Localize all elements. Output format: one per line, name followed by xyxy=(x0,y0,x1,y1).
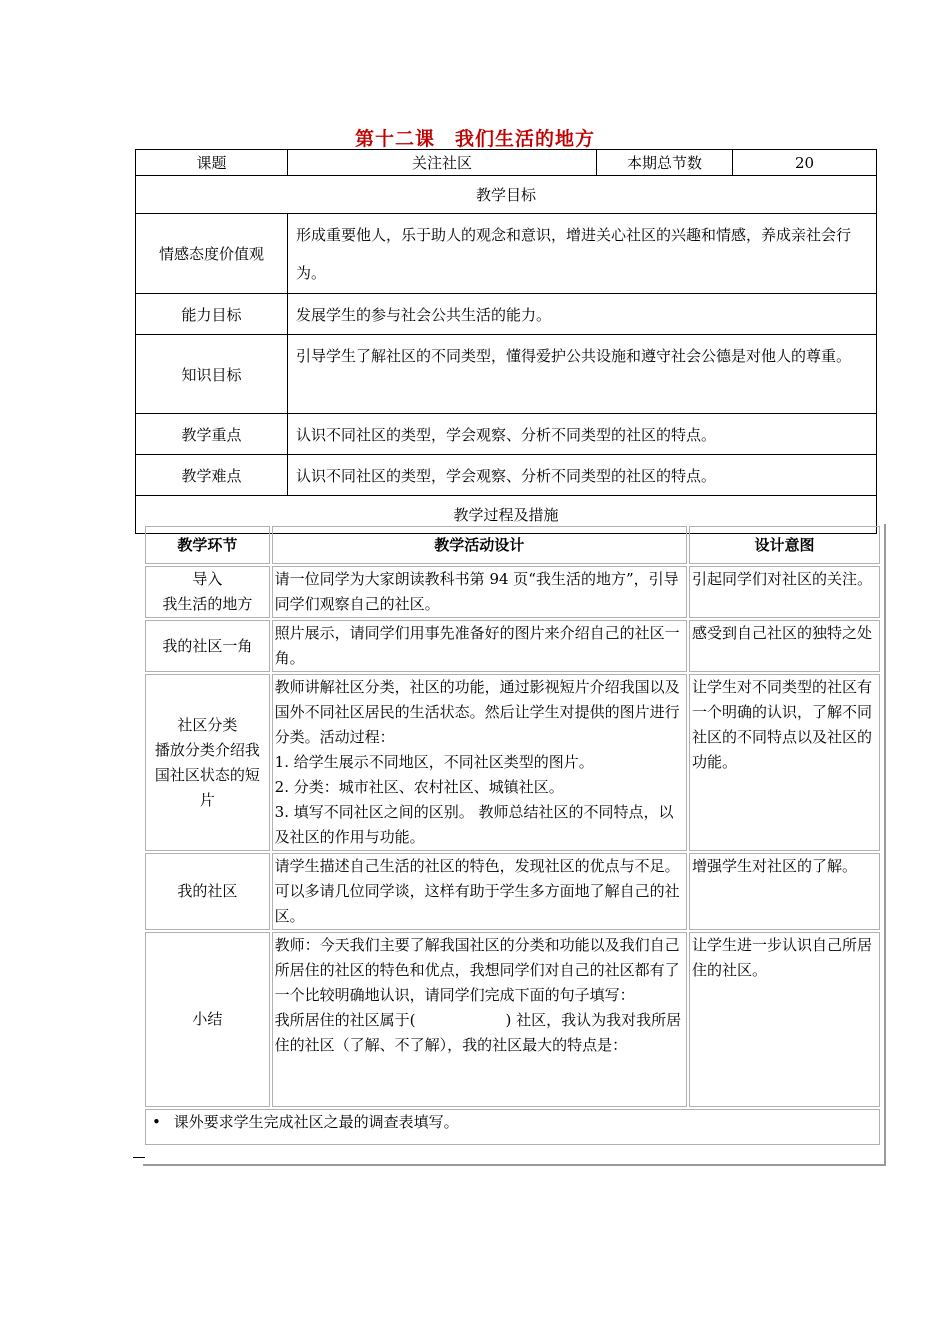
goal-text: 引导学生了解社区的不同类型，懂得爱护公共设施和遵守社会公德是对他人的尊重。 xyxy=(288,335,877,414)
stage-line: 社区分类 xyxy=(177,715,238,734)
goals-header: 教学目标 xyxy=(136,176,877,214)
intent-cell: 感受到自己社区的独特之处 xyxy=(689,620,880,672)
activity-cell xyxy=(272,566,687,618)
activity-line: 照片展示，请同学们用事先准备好的图片来介绍自己的社区一角。 xyxy=(274,624,680,667)
activity-line: 请一位同学为大家朗读教科书第 94 页“我生活的地方”，引导同学们观察自己的社区。 xyxy=(274,570,679,613)
activity-line: 教师：今天我们主要了解我国社区的分类和功能以及我们自己所居住的社区的特色和优点，我想同学们对自己的社区都有了一个比较明确地认识，请同学们完成下面的句子填写： xyxy=(274,936,680,1004)
stage-cell xyxy=(145,620,270,672)
activity-line: 我所居住的社区属于( ) 社区，我认为我对我所居住的社区（了解、不了解），我的社区最大的特点是： xyxy=(274,1011,682,1054)
stage-line: 我生活的地方 xyxy=(162,595,253,613)
topic-value: 关注社区 xyxy=(288,150,597,176)
process-table-frame xyxy=(143,524,886,1166)
activity-line: 教师讲解社区分类，社区的功能，通过影视短片介绍我国以及国外不同社区居民的生活状态。然后让学生对提供的图片进行分类。活动过程： xyxy=(274,678,680,746)
column-header: 教学环节 xyxy=(145,526,270,564)
goal-text: 发展学生的参与社会公共生活的能力。 xyxy=(288,294,877,335)
activity-cell xyxy=(272,853,687,930)
intent-cell: 让学生对不同类型的社区有一个明确的认识，了解不同社区的不同特点以及社区的功能。 xyxy=(689,674,880,851)
process-table xyxy=(143,524,882,1147)
stage-cell xyxy=(145,566,270,618)
intent-cell: 引起同学们对社区的关注。 xyxy=(689,566,880,618)
total-lessons-label: 本期总节数 xyxy=(597,150,733,176)
column-header: 教学活动设计 xyxy=(272,526,687,564)
goal-label: 能力目标 xyxy=(136,294,288,335)
stage-line: 播放分类介绍我国社区状态的短片 xyxy=(154,740,260,809)
margin-rule xyxy=(133,1157,145,1158)
intent-cell: 让学生进一步认识自己所居住的社区。 xyxy=(689,932,880,1107)
stage-cell xyxy=(145,674,270,851)
goal-text: 形成重要他人，乐于助人的观念和意识，增进关心社区的兴趣和情感，养成亲社会行为。 xyxy=(288,214,877,294)
activity-line: 3. 填写不同社区之间的区别。 教师总结社区的不同特点，以及社区的作用与功能。 xyxy=(274,803,674,846)
total-lessons-value: 20 xyxy=(733,150,877,176)
intent-cell: 增强学生对社区的了解。 xyxy=(689,853,880,930)
homework-note xyxy=(145,1109,880,1145)
topic-label: 课题 xyxy=(136,150,288,176)
bullet-marker: • xyxy=(152,1113,161,1131)
activity-cell xyxy=(272,932,687,1107)
stage-cell xyxy=(145,853,270,930)
stage-line: 导入 xyxy=(192,570,223,588)
goal-label: 教学难点 xyxy=(136,455,288,496)
process-header: 教学过程及措施 xyxy=(136,496,877,534)
activity-line: 请学生描述自己生活的社区的特色，发现社区的优点与不足。可以多请几位同学谈，这样有助于学生多方面地了解自己的社区。 xyxy=(274,857,680,925)
lesson-title: 第十二课 我们生活的地方 xyxy=(354,128,595,150)
homework-text: 课外要求学生完成社区之最的调查表填写。 xyxy=(173,1113,459,1131)
goal-label: 教学重点 xyxy=(136,414,288,455)
stage-line: 我的社区 xyxy=(177,882,238,900)
goal-label: 知识目标 xyxy=(136,335,288,414)
activity-cell xyxy=(272,674,687,851)
column-header: 设计意图 xyxy=(689,526,880,564)
activity-cell xyxy=(272,620,687,672)
goal-label: 情感态度价值观 xyxy=(136,214,288,294)
stage-line: 小结 xyxy=(192,1010,223,1028)
activity-line: 1. 给学生展示不同地区，不同社区类型的图片。 xyxy=(274,753,594,771)
stage-cell xyxy=(145,932,270,1107)
lesson-info-table xyxy=(135,149,877,534)
goal-text: 认识不同社区的类型，学会观察、分析不同类型的社区的特点。 xyxy=(288,414,877,455)
stage-line: 我的社区一角 xyxy=(162,636,253,655)
goal-text: 认识不同社区的类型，学会观察、分析不同类型的社区的特点。 xyxy=(288,455,877,496)
activity-line: 2. 分类：城市社区、农村社区、城镇社区。 xyxy=(274,778,564,796)
